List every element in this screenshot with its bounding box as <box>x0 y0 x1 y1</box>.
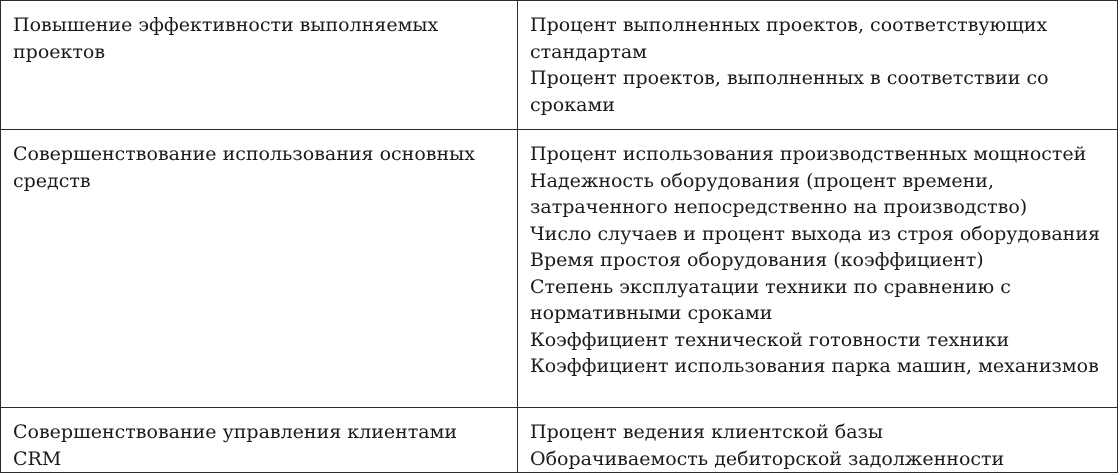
indicators-cell <box>518 1 1118 130</box>
indicator-line: стандартам <box>530 40 647 63</box>
indicator-line: Коэффициент использования парка машин, механизмов <box>530 355 1099 377</box>
indicators-cell <box>518 130 1118 408</box>
goal-text: Совершенствование использования основных средств <box>13 143 475 192</box>
indicator-line: Время простоя оборудования (коэффициент) <box>530 249 984 271</box>
indicator-line: Оборачиваемость дебиторской задолженности <box>530 447 1005 470</box>
indicator-line: Коэффициент технической готовности техники <box>530 328 1010 351</box>
table-row <box>1 1 1118 130</box>
goal-text: Совершенствование управления клиентами CRM <box>13 421 458 470</box>
indicators-cell <box>518 408 1118 473</box>
table-row <box>1 408 1118 473</box>
goal-cell <box>1 408 518 473</box>
indicator-line: Процент выполненных проектов, соответствующих <box>530 14 1048 36</box>
indicator-line: Процент ведения клиентской базы <box>530 421 884 443</box>
indicator-line: затраченного непосредственно на производство) <box>530 196 1028 218</box>
goal-cell <box>1 1 518 130</box>
indicator-line: Процент использования производственных мощностей <box>530 143 1087 165</box>
table-row <box>1 130 1118 408</box>
indicator-line: сроками <box>530 93 615 116</box>
goal-text: Повышение эффективности выполняемых проектов <box>13 14 439 63</box>
goal-cell <box>1 130 518 408</box>
indicator-line: Надежность оборудования (процент времени, <box>530 169 994 192</box>
indicator-line: Число случаев и процент выхода из строя оборудования <box>530 222 1100 245</box>
indicator-line: Степень эксплуатации техники по сравнению с <box>530 275 1011 298</box>
indicator-line: Процент проектов, выполненных в соответствии со <box>530 67 1049 89</box>
indicator-line: нормативными сроками <box>530 302 773 324</box>
